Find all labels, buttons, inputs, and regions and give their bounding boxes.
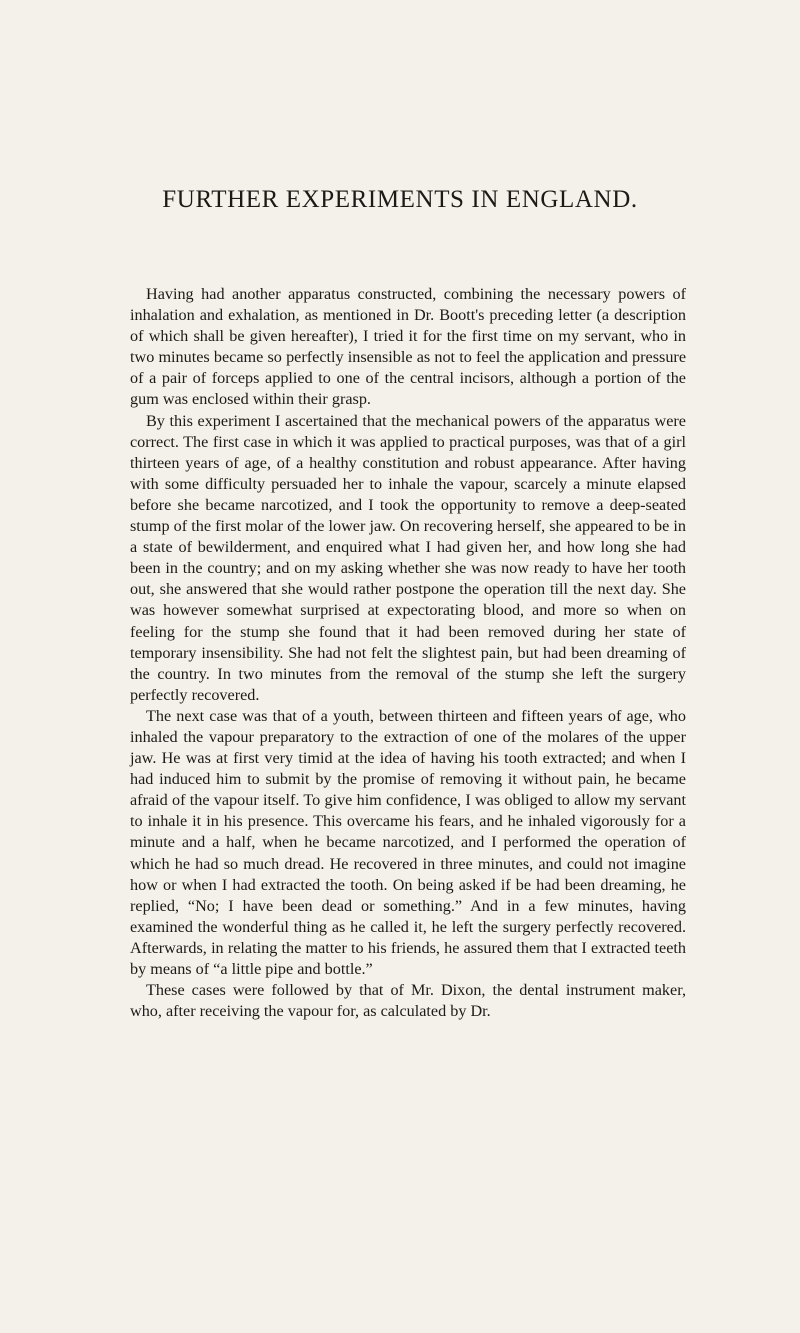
paragraph: Having had another apparatus constructed, combining the necessary powers of inhalation and exhalation, as mentioned in Dr. Boott's preceding letter (a description of which shall be given hereafter), I tried it for the first time on my servant, who in two minutes became so perfectly insensible as not to feel the application and pressure of a pair of forceps applied to one of the central incisors, although a portion of the gum was enclosed within their grasp. bbox=[130, 285, 686, 409]
body-text bbox=[130, 284, 686, 1022]
paragraph: The next case was that of a youth, between thirteen and fifteen years of age, who inhaled the vapour preparatory to the extraction of one of the molares of the upper jaw. He was at first very timid at the idea of having his tooth extracted; and when I had induced him to submit by the promise of removing it without pain, he became afraid of the vapour itself. To give him confidence, I was obliged to allow my servant to inhale it in his presence. This overcame his fears, and he inhaled vigorously for a minute and a half, when he became narcotized, and I performed the operation of which he had so much dread. He recovered in three minutes, and could not imagine how or when I had extracted the tooth. On being asked if be had been dreaming, he replied, “No; I have been dead or something.” And in a few minutes, having examined the wonderful thing as he called it, he left the surgery perfectly recovered. Afterwards, in relating the matter to his friends, he assured them that I extracted teeth by means of “a little pipe and bottle.” bbox=[130, 706, 686, 978]
chapter-heading: FURTHER EXPERIMENTS IN ENGLAND. bbox=[162, 186, 638, 213]
paragraph: By this experiment I ascertained that the mechanical powers of the apparatus were correct. The first case in which it was applied to practical purposes, was that of a girl thirteen years of age, of a healthy constitution and robust appearance. After having with some difficulty persuaded her to inhale the vapour, scarcely a minute elapsed before she became narcotized, and I took the opportunity to remove a deep-seated stump of the first molar of the lower jaw. On recovering herself, she appeared to be in a state of bewilderment, and enquired what I had given her, and how long she had been in the country; and on my asking whether she was now ready to have her tooth out, she answered that she would rather postpone the operation till the next day. She was however somewhat surprised at expectorating blood, and more so when on feeling for the stump she found that it had been removed during her state of temporary insensibility. She had not felt the slightest pain, but had been dreaming of the country. In two minutes from the removal of the stump she left the surgery perfectly recovered. bbox=[130, 411, 686, 704]
paragraph: These cases were followed by that of Mr. Dixon, the dental instrument maker, who, after receiving the vapour for, as calculated by Dr. bbox=[130, 981, 686, 1021]
